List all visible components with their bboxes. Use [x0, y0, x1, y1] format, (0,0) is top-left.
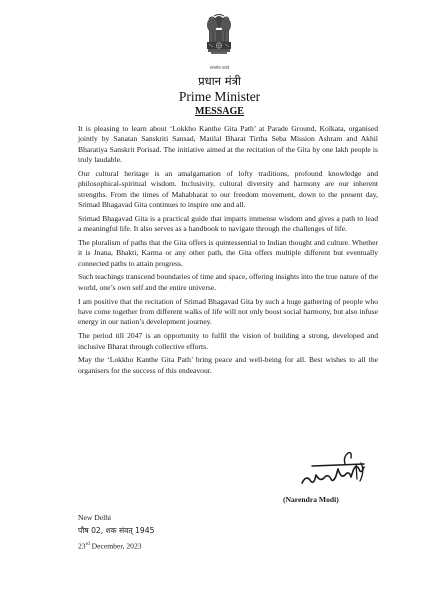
date-hindi: पौष 02, शक संवत् 1945	[78, 526, 155, 535]
emblem-motto: सत्यमेव जयते	[209, 65, 230, 70]
paragraph: I am positive that the recitation of Srimad Bhagavad Gita by such a huge gathering of people who have come together from different walks of life will not only boost social harmony, but also infuse energy in our nation’s development journey.	[78, 296, 378, 327]
signatory-name: (Narendra Modi)	[283, 495, 339, 504]
place: New Delhi	[78, 513, 112, 522]
message-heading: MESSAGE	[195, 106, 244, 117]
date-day: 23	[78, 541, 86, 551]
handwritten-signature	[298, 449, 368, 491]
paragraph: May the ‘Lokkho Kanthe Gita Path’ bring peace and well-being for all. Best wishes to all the organisers for the success of this endeavour.	[78, 355, 378, 375]
message-body	[78, 124, 378, 379]
hindi-title: प्रधान मंत्री	[198, 74, 241, 88]
paragraph: It is pleasing to learn about ‘Lokkho Kanthe Gita Path’ at Parade Ground, Kolkata, organised jointly by Sanatan Sanskriti Sansad, Matilal Bharat Tirtha Seba Mission Ashram and Akhil Bharatiya Sanskrit Porisad. The initiative aimed at the recitation of the Gita by one lakh people is truly laudable.	[78, 124, 378, 165]
date-rest: December, 2023	[89, 541, 142, 551]
paragraph: Srimad Bhagavad Gita is a practical guide that imparts immense wisdom and gives a path to lead a meaningful life. It also serves as a handbook to navigate through the challenges of life.	[78, 213, 378, 234]
paragraph: Such teachings transcend boundaries of time and space, offering insights into the true nature of the world, one’s own self and the entire universe.	[78, 272, 378, 292]
national-emblem-icon	[203, 13, 235, 63]
date-suffix: rd	[85, 542, 90, 547]
page-title: Prime Minister	[178, 89, 261, 104]
paragraph: Our cultural heritage is an amalgamation of lofty traditions, profound knowledge and philosophical-spiritual wisdom. Inclusivity, cultural diversity and harmony are our inherent strengths. From the times of Mahabharat to our freedom movement, down to the present day, Srimad Bhagavad Gita continues to inspire one and all.	[78, 168, 378, 210]
date-english	[78, 540, 142, 552]
paragraph: The period till 2047 is an opportunity to fulfil the vision of building a strong, developed and inclusive Bharat through collective efforts.	[78, 331, 378, 351]
paragraph: The pluralism of paths that the Gita offers is quintessential to Indian thought and culture. Whether it is Jnana, Bhakti, Karma or any other path, the Gita offers multiple different but eventually connected paths to attain progress.	[78, 237, 378, 268]
